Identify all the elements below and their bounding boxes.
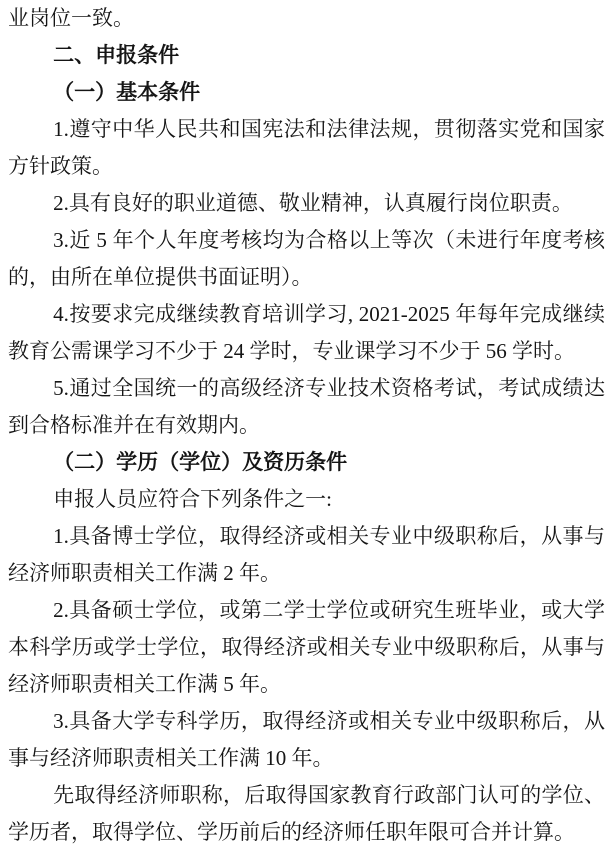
section-heading-application: 二、申报条件 [53, 44, 180, 67]
paragraph-qualification-item-3: 3.具备大学专科学历，取得经济或相关专业中级职称后，从事与经济师职责相关工作满 10 年。 [8, 709, 605, 770]
paragraph-basic-item-4: 4.按要求完成继续教育培训学习, 2021-2025 年每年完成继续教育公需课学习不少于 24 学时，专业课学习不少于 56 学时。 [8, 302, 605, 363]
paragraph-basic-item-1: 1.遵守中华人民共和国宪法和法律法规，贯彻落实党和国家方针政策。 [8, 117, 605, 178]
paragraph-qualification-intro: 申报人员应符合下列条件之一: [53, 487, 332, 511]
paragraph-basic-item-2: 2.具有良好的职业道德、敬业精神，认真履行岗位职责。 [53, 191, 573, 215]
paragraph-continuation: 业岗位一致。 [8, 6, 134, 30]
subsection-heading-qualification: （二）学历（学位）及资历条件 [53, 451, 348, 474]
subsection-heading-basic: （一）基本条件 [53, 81, 201, 104]
paragraph-qualification-item-1: 1.具备博士学位，取得经济或相关专业中级职称后，从事与经济师职责相关工作满 2 年。 [8, 524, 605, 585]
paragraph-basic-item-3: 3.近 5 年个人年度考核均为合格以上等次（未进行年度考核的，由所在单位提供书面证明）。 [8, 228, 605, 289]
paragraph-qualification-note: 先取得经济师职称，后取得国家教育行政部门认可的学位、学历者，取得学位、学历前后的经济师任职年限可合并计算。 [8, 783, 605, 844]
paragraph-basic-item-5: 5.通过全国统一的高级经济专业技术资格考试，考试成绩达到合格标准并在有效期内。 [8, 376, 605, 437]
paragraph-qualification-item-2: 2.具备硕士学位，或第二学士学位或研究生班毕业，或大学本科学历或学士学位，取得经济或相关专业中级职称后，从事与经济师职责相关工作满 5 年。 [8, 598, 605, 696]
